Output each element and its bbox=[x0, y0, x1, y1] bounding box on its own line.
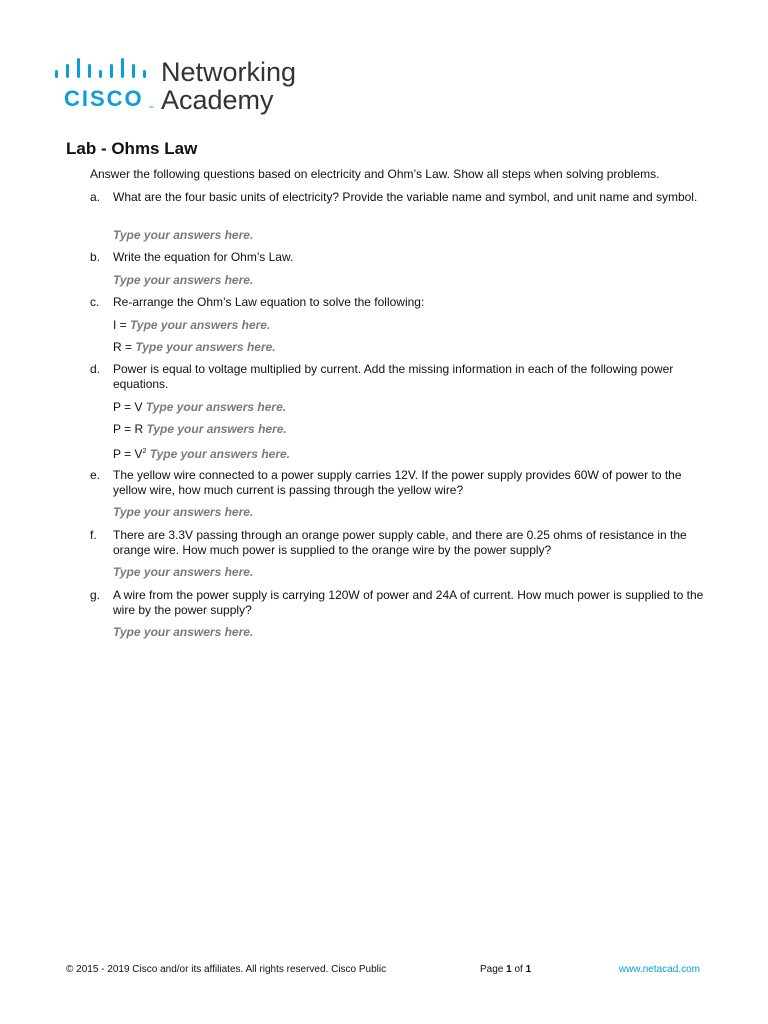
page-total: 1 bbox=[525, 964, 532, 975]
question-text: Re-arrange the Ohm’s Law equation to solve the following: bbox=[113, 295, 425, 309]
answer-placeholder[interactable]: Type your answers here. bbox=[149, 447, 290, 461]
question-c bbox=[90, 295, 710, 318]
answer-placeholder[interactable]: Type your answers here. bbox=[113, 273, 254, 287]
answer-g[interactable] bbox=[113, 625, 710, 647]
question-text: A wire from the power supply is carrying 120W of power and 24A of current. How much power is supplied to the wire by the power supply? bbox=[113, 588, 704, 617]
netacad-link[interactable]: www.netacad.com bbox=[618, 964, 700, 975]
question-letter: b. bbox=[90, 250, 101, 264]
question-list bbox=[90, 190, 710, 647]
question-letter: a. bbox=[90, 190, 101, 204]
answer-d-v2[interactable] bbox=[113, 444, 710, 468]
question-f bbox=[90, 528, 710, 565]
equation-label: P = R bbox=[113, 422, 147, 436]
answer-placeholder[interactable]: Type your answers here. bbox=[130, 318, 271, 332]
question-text: Power is equal to voltage multiplied by current. Add the missing information in each of the following power equations. bbox=[113, 362, 674, 391]
product-line-networking: Networking bbox=[161, 57, 297, 87]
page-prefix: Page bbox=[480, 964, 507, 975]
answer-c-i[interactable] bbox=[113, 318, 710, 340]
page-number bbox=[480, 964, 531, 975]
question-text: There are 3.3V passing through an orange power supply cable, and there are 0.25 ohms of resistance in the orange wire. How much power is supplied to the orange wire by the power supply? bbox=[113, 528, 687, 557]
answer-b[interactable] bbox=[113, 273, 710, 295]
question-e bbox=[90, 468, 710, 505]
page-current: 1 bbox=[506, 964, 512, 975]
equation-label: P = V bbox=[113, 400, 146, 414]
question-letter: f. bbox=[90, 528, 97, 542]
question-text: What are the four basic units of electricity? Provide the variable name and symbol, and unit name and symbol. bbox=[113, 190, 698, 204]
answer-d-r[interactable] bbox=[113, 422, 710, 444]
answer-f[interactable] bbox=[113, 565, 710, 588]
answer-a[interactable] bbox=[113, 228, 710, 250]
question-a bbox=[90, 190, 710, 228]
product-line-academy: Academy bbox=[161, 85, 274, 115]
question-letter: c. bbox=[90, 295, 100, 309]
answer-placeholder[interactable]: Type your answers here. bbox=[113, 565, 254, 579]
question-text: Write the equation for Ohm’s Law. bbox=[113, 250, 294, 264]
page-footer bbox=[66, 964, 706, 978]
cisco-wordmark: CISCO bbox=[64, 86, 144, 111]
answer-placeholder[interactable]: Type your answers here. bbox=[113, 228, 254, 242]
equation-label: R = bbox=[113, 340, 136, 354]
question-letter: d. bbox=[90, 362, 101, 376]
question-text: The yellow wire connected to a power supply carries 12V. If the power supply provides 60W of power to the yellow wire, how much current is passing through the yellow wire? bbox=[113, 468, 682, 497]
equation-label: I = bbox=[113, 318, 131, 332]
answer-placeholder[interactable]: Type your answers here. bbox=[113, 625, 254, 639]
copyright-text: © 2015 - 2019 Cisco and/or its affiliates. All rights reserved. Cisco Public bbox=[66, 964, 387, 975]
answer-d-v[interactable] bbox=[113, 400, 710, 422]
question-g bbox=[90, 588, 710, 625]
answer-placeholder[interactable]: Type your answers here. bbox=[146, 422, 287, 436]
product-name bbox=[161, 58, 296, 114]
page-of: of bbox=[511, 964, 526, 975]
trademark-mark: ™ bbox=[148, 106, 154, 112]
cisco-bars-icon bbox=[54, 58, 149, 84]
intro-text: Answer the following questions based on electricity and Ohm’s Law. Show all steps when solving problems. bbox=[90, 167, 660, 181]
question-d bbox=[90, 362, 710, 400]
answer-e[interactable] bbox=[113, 505, 710, 528]
answer-placeholder[interactable]: Type your answers here. bbox=[113, 505, 254, 519]
question-b bbox=[90, 250, 710, 273]
question-letter: g. bbox=[90, 588, 101, 602]
page-title: Lab - Ohms Law bbox=[66, 139, 198, 158]
answer-c-r[interactable] bbox=[113, 340, 710, 362]
exponent: 2 bbox=[142, 448, 147, 455]
question-letter: e. bbox=[90, 468, 101, 482]
equation-label: P = V bbox=[113, 447, 143, 461]
answer-placeholder[interactable]: Type your answers here. bbox=[135, 340, 276, 354]
answer-placeholder[interactable]: Type your answers here. bbox=[145, 400, 287, 414]
